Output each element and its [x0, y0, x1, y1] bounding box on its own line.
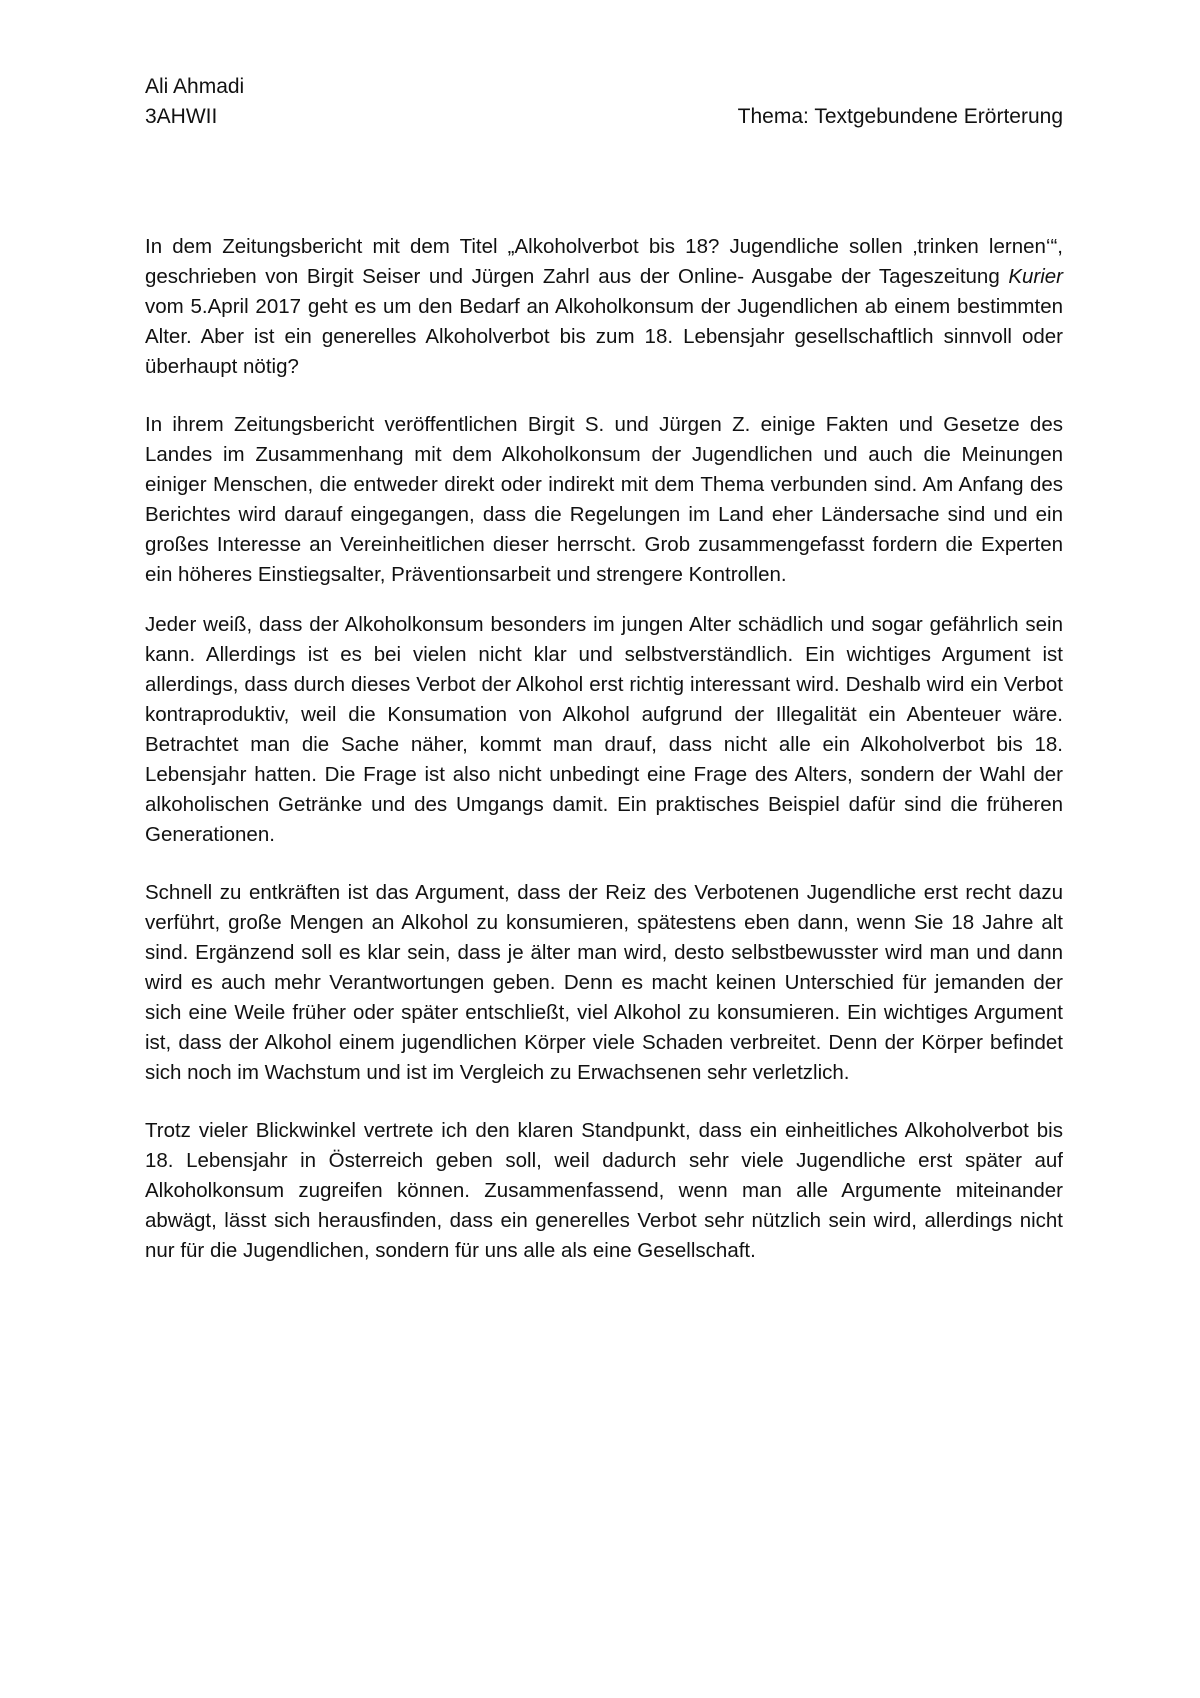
document-header [145, 72, 1063, 132]
intro-text-start: In dem Zeitungsbericht mit dem Titel „Alkoholverbot bis 18? Jugendliche sollen ‚trinken lernen‘“, geschrieben von Birgit Seiser und Jürgen Zahrl aus der Online- Ausgabe der Tageszeitung [145, 235, 1063, 288]
conclusion-paragraph: Trotz vieler Blickwinkel vertrete ich den klaren Standpunkt, dass ein einheitliches Alkoholverbot bis 18. Lebensjahr in Österreich geben soll, weil dadurch sehr viele Jugendliche erst später auf Alkoholkonsum zugreifen können. Zusammenfassend, wenn man alle Argumente miteinander abwägt, lässt sich herausfinden, dass ein generelles Verbot sehr nützlich sein wird, allerdings nicht nur für die Jugendlichen, sondern für uns alle als eine Gesellschaft. [145, 1119, 1063, 1262]
argument-paragraph: Jeder weiß, dass der Alkoholkonsum besonders im jungen Alter schädlich und sogar gefährlich sein kann. Allerdings ist es bei vielen nicht klar und selbstverständlich. Ein wichtiges Argument ist allerdings, dass durch dieses Verbot der Alkohol erst richtig interessant wird. Deshalb wird ein Verbot kontraproduktiv, weil die Konsumation von Alkohol aufgrund der Illegalität ein Abenteuer wäre. Betrachtet man die Sache näher, kommt man drauf, dass nicht alle ein Alkoholverbot bis 18. Lebensjahr hatten. Die Frage ist also nicht unbedingt eine Frage des Alters, sondern der Wahl der alkoholischen Getränke und des Umgangs damit. Ein praktisches Beispiel dafür sind die früheren Generationen. [145, 613, 1063, 846]
counterargument-paragraph: Schnell zu entkräften ist das Argument, dass der Reiz des Verbotenen Jugendliche erst recht dazu verführt, große Mengen an Alkohol zu konsumieren, spätestens eben dann, wenn Sie 18 Jahre alt sind. Ergänzend soll es klar sein, dass je älter man wird, desto selbstbewusster wird man und dann wird es auch mehr Verantwortungen geben. Denn es macht keinen Unterschied für jemanden der sich eine Weile früher oder später entschließt, viel Alkohol zu konsumieren. Ein wichtiges Argument ist, dass der Alkohol einem jugendlichen Körper viele Schaden verbreitet. Denn der Körper befindet sich noch im Wachstum und ist im Vergleich zu Erwachsenen sehr verletzlich. [145, 881, 1063, 1084]
intro-text-end: vom 5.April 2017 geht es um den Bedarf an Alkoholkonsum der Jugendlichen ab einem bestimmten Alter. Aber ist ein generelles Alkoholverbot bis zum 18. Lebensjahr gesellschaftlich sinnvoll oder überhaupt nötig? [145, 295, 1063, 378]
class-name: 3AHWII [145, 105, 218, 128]
essay-body [145, 232, 1063, 1266]
summary-paragraph: In ihrem Zeitungsbericht veröffentlichen Birgit S. und Jürgen Z. einige Fakten und Gesetze des Landes im Zusammenhang mit dem Alkoholkonsum der Jugendlichen und auch die Meinungen einiger Menschen, die entweder direkt oder indirekt mit dem Thema verbunden sind. Am Anfang des Berichtes wird darauf eingegangen, dass die Regelungen im Land eher Ländersache sind und ein großes Interesse an Vereinheitlichen dieser herrscht. Grob zusammengefasst fordern die Experten ein höheres Einstiegsalter, Präventionsarbeit und strengere Kontrollen. [145, 413, 1063, 586]
topic-title: Thema: Textgebundene Erörterung [737, 105, 1063, 128]
intro-paragraph [145, 232, 1063, 382]
newspaper-name: Kurier [1008, 265, 1063, 288]
header-row [145, 102, 1063, 132]
author-name: Ali Ahmadi [145, 75, 245, 98]
